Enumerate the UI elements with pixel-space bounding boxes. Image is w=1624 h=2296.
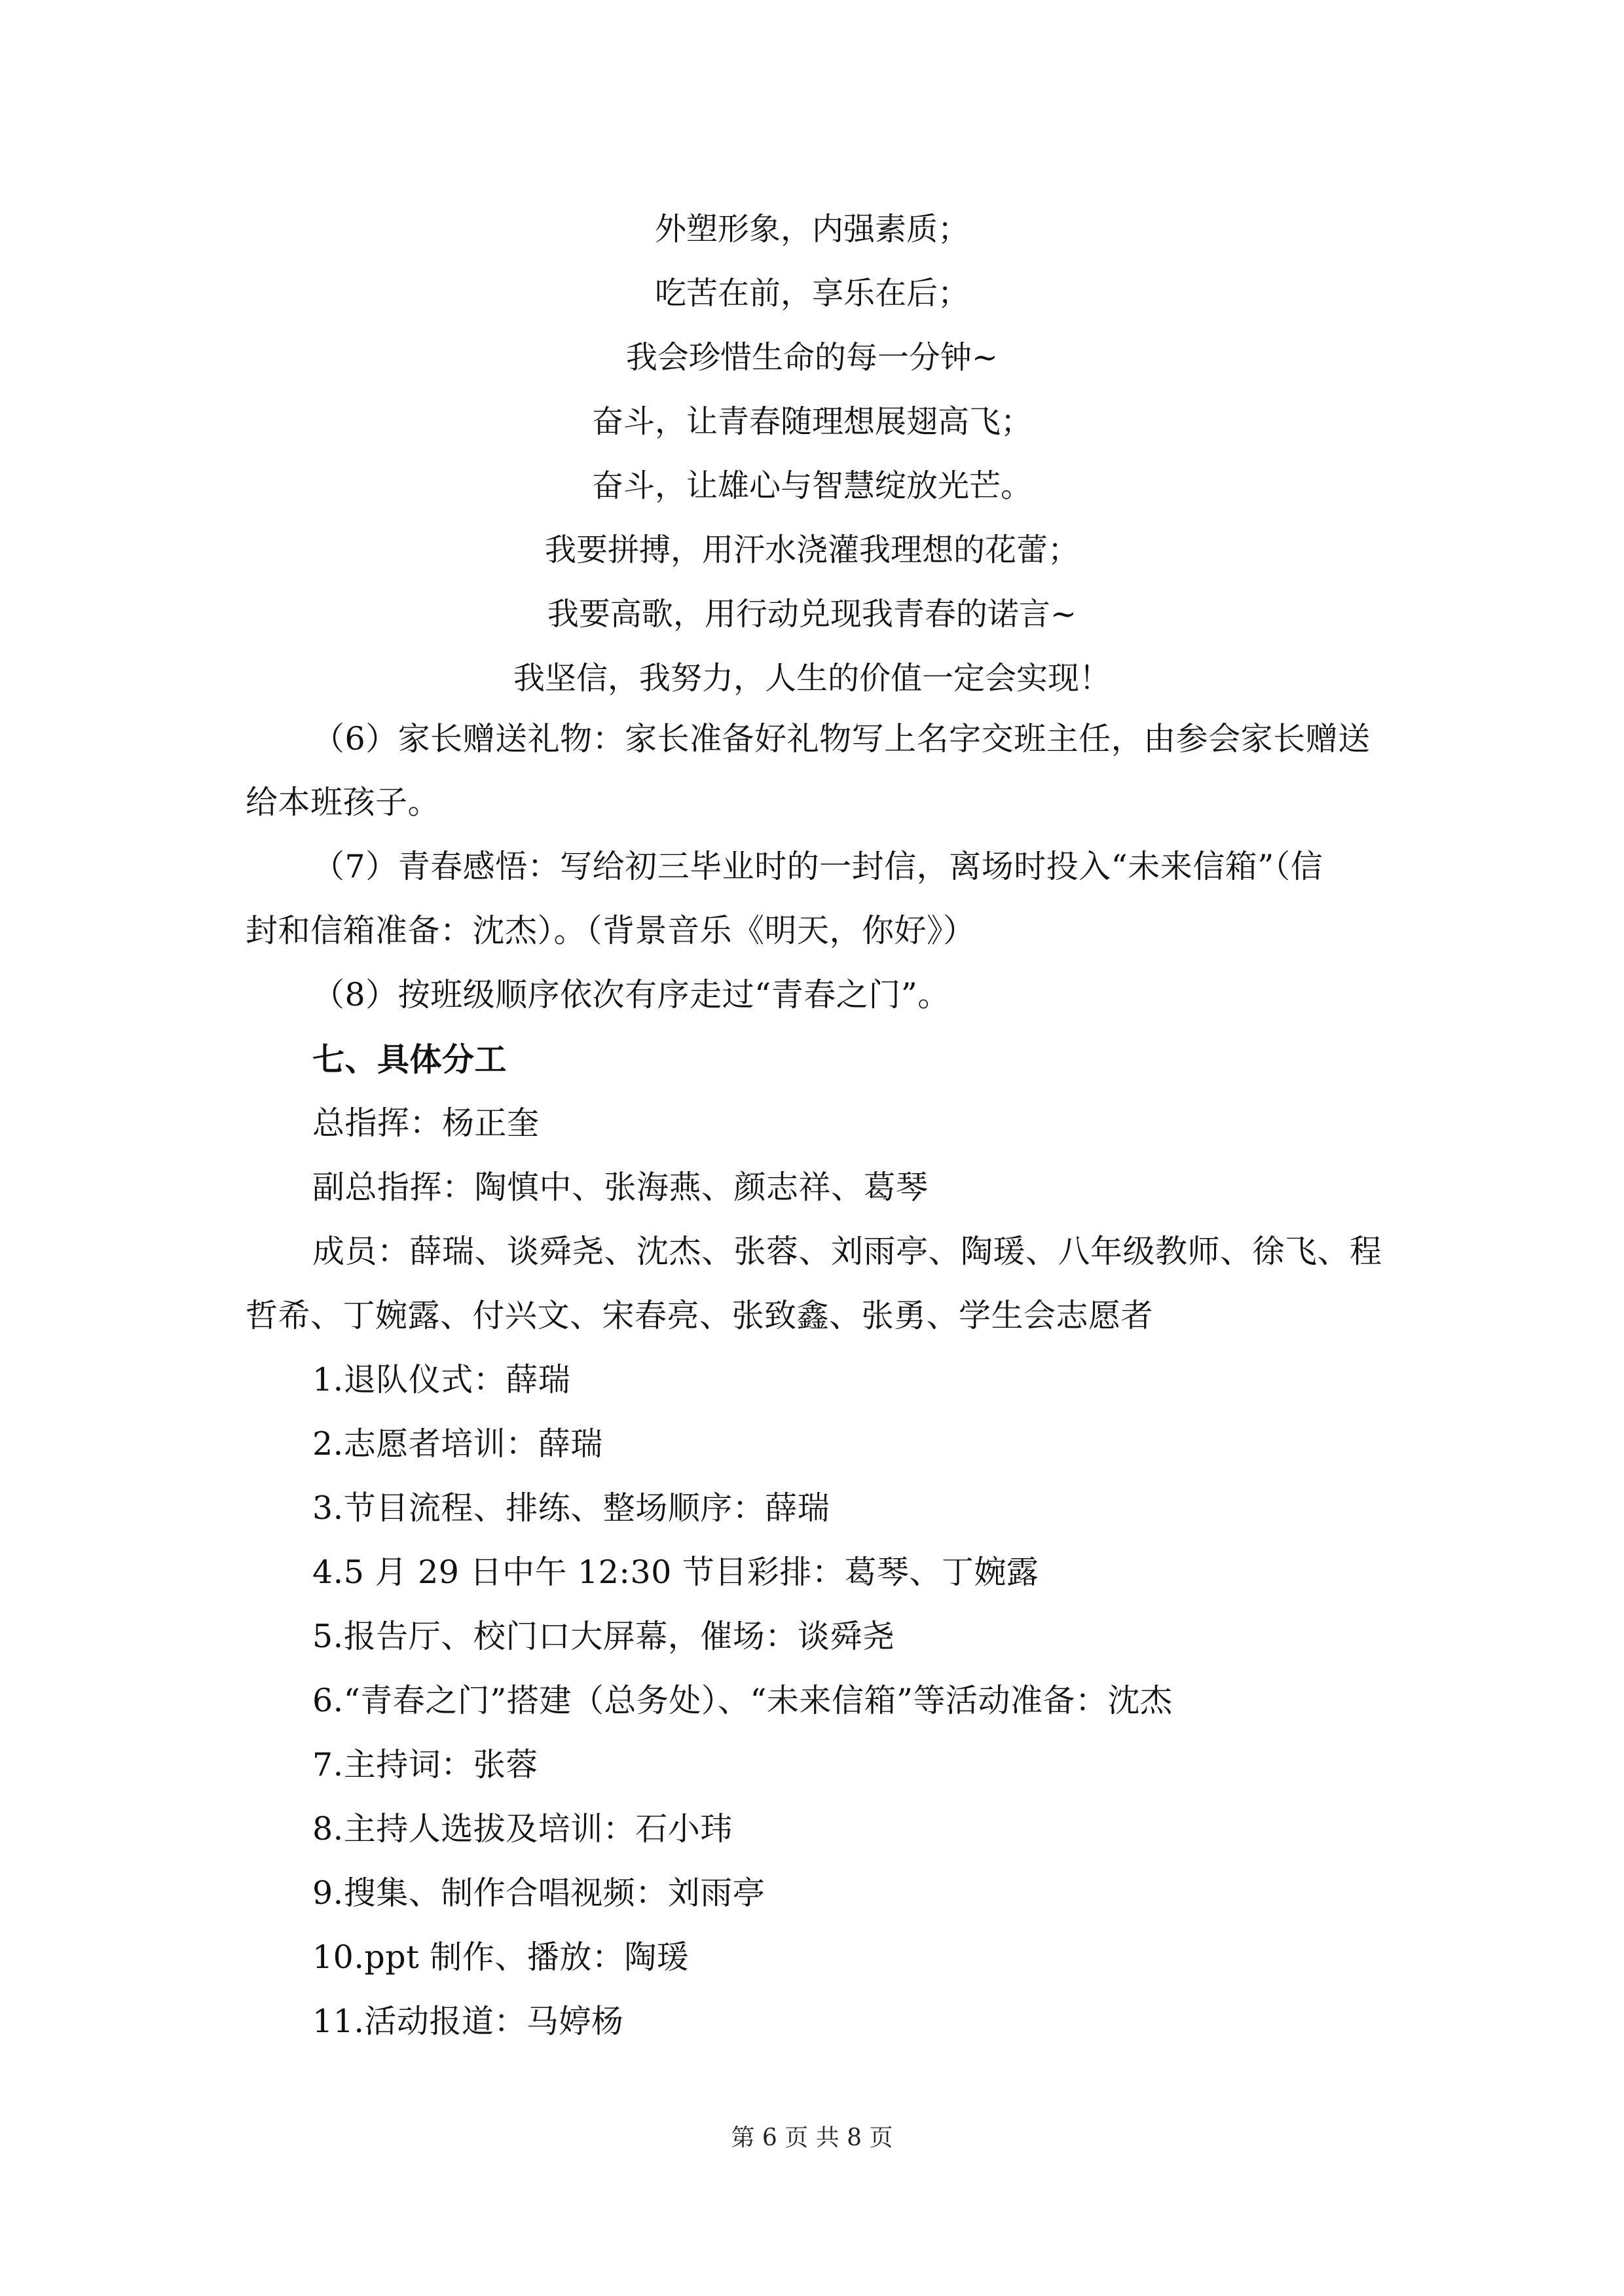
page-footer: 第 6 页 共 8 页 bbox=[731, 2124, 893, 2151]
youth-item-line2: 封和信箱准备：沈杰）。（背景音乐《明天，你好》） bbox=[246, 912, 976, 949]
task-item: 11.活动报道：马婷杨 bbox=[312, 2003, 624, 2040]
task-item: 10.ppt 制作、播放：陶瑗 bbox=[312, 1939, 690, 1976]
poem-line: 奋斗，让青春随理想展翅高飞； bbox=[591, 403, 1032, 440]
youth-item-line1: （7）青春感悟：写给初三毕业时的一封信，离场时投入“未来信箱”（信 bbox=[312, 848, 1323, 885]
task-item: 4.5 月 29 日中午 12:30 节目彩排：葛琴、丁婉露 bbox=[312, 1554, 1039, 1591]
members-line1: 成员：薛瑞、谈舜尧、沈杰、张蓉、刘雨亭、陶瑗、八年级教师、徐飞、程 bbox=[312, 1233, 1382, 1270]
deputy-line: 副总指挥：陶慎中、张海燕、颜志祥、葛琴 bbox=[312, 1169, 929, 1206]
members-line2: 哲希、丁婉露、付兴文、宋春亮、张致鑫、张勇、学生会志愿者 bbox=[246, 1297, 1154, 1334]
task-item: 3.节目流程、排练、整场顺序：薛瑞 bbox=[312, 1489, 830, 1527]
poem-line: 我要高歌，用行动兑现我青春的诺言~ bbox=[547, 596, 1077, 632]
poem-line: 吃苦在前，享乐在后； bbox=[654, 275, 969, 312]
section-heading: 七、具体分工 bbox=[312, 1040, 507, 1078]
poem-line: 我会珍惜生命的每一分钟~ bbox=[625, 339, 999, 376]
gift-item-line1: （6）家长赠送礼物：家长准备好礼物写上名字交班主任，由参会家长赠送 bbox=[312, 720, 1371, 757]
task-item: 2.志愿者培训：薛瑞 bbox=[312, 1425, 603, 1463]
poem-line: 我坚信，我努力，人生的价值一定会实现！ bbox=[513, 660, 1111, 697]
task-item: 7.主持词：张蓉 bbox=[312, 1746, 538, 1783]
task-item: 9.搜集、制作合唱视频：刘雨亭 bbox=[312, 1874, 766, 1912]
door-item: （8）按班级顺序依次有序走过“青春之门”。 bbox=[312, 976, 950, 1013]
gift-item-line2: 给本班孩子。 bbox=[246, 784, 441, 821]
poem-line: 奋斗，让雄心与智慧绽放光芒。 bbox=[591, 467, 1032, 504]
task-item: 6.“青春之门”搭建（总务处）、“未来信箱”等活动准备：沈杰 bbox=[312, 1682, 1173, 1719]
commander-line: 总指挥：杨正奎 bbox=[312, 1104, 540, 1142]
poem-line: 外塑形象，内强素质； bbox=[654, 211, 969, 247]
task-item: 8.主持人选拔及培训：石小玮 bbox=[312, 1810, 733, 1848]
task-item: 5.报告厅、校门口大屏幕，催场：谈舜尧 bbox=[312, 1618, 895, 1655]
poem-line: 我要拼搏，用汗水浇灌我理想的花蕾； bbox=[544, 532, 1079, 568]
task-item: 1.退队仪式：薛瑞 bbox=[312, 1361, 571, 1398]
